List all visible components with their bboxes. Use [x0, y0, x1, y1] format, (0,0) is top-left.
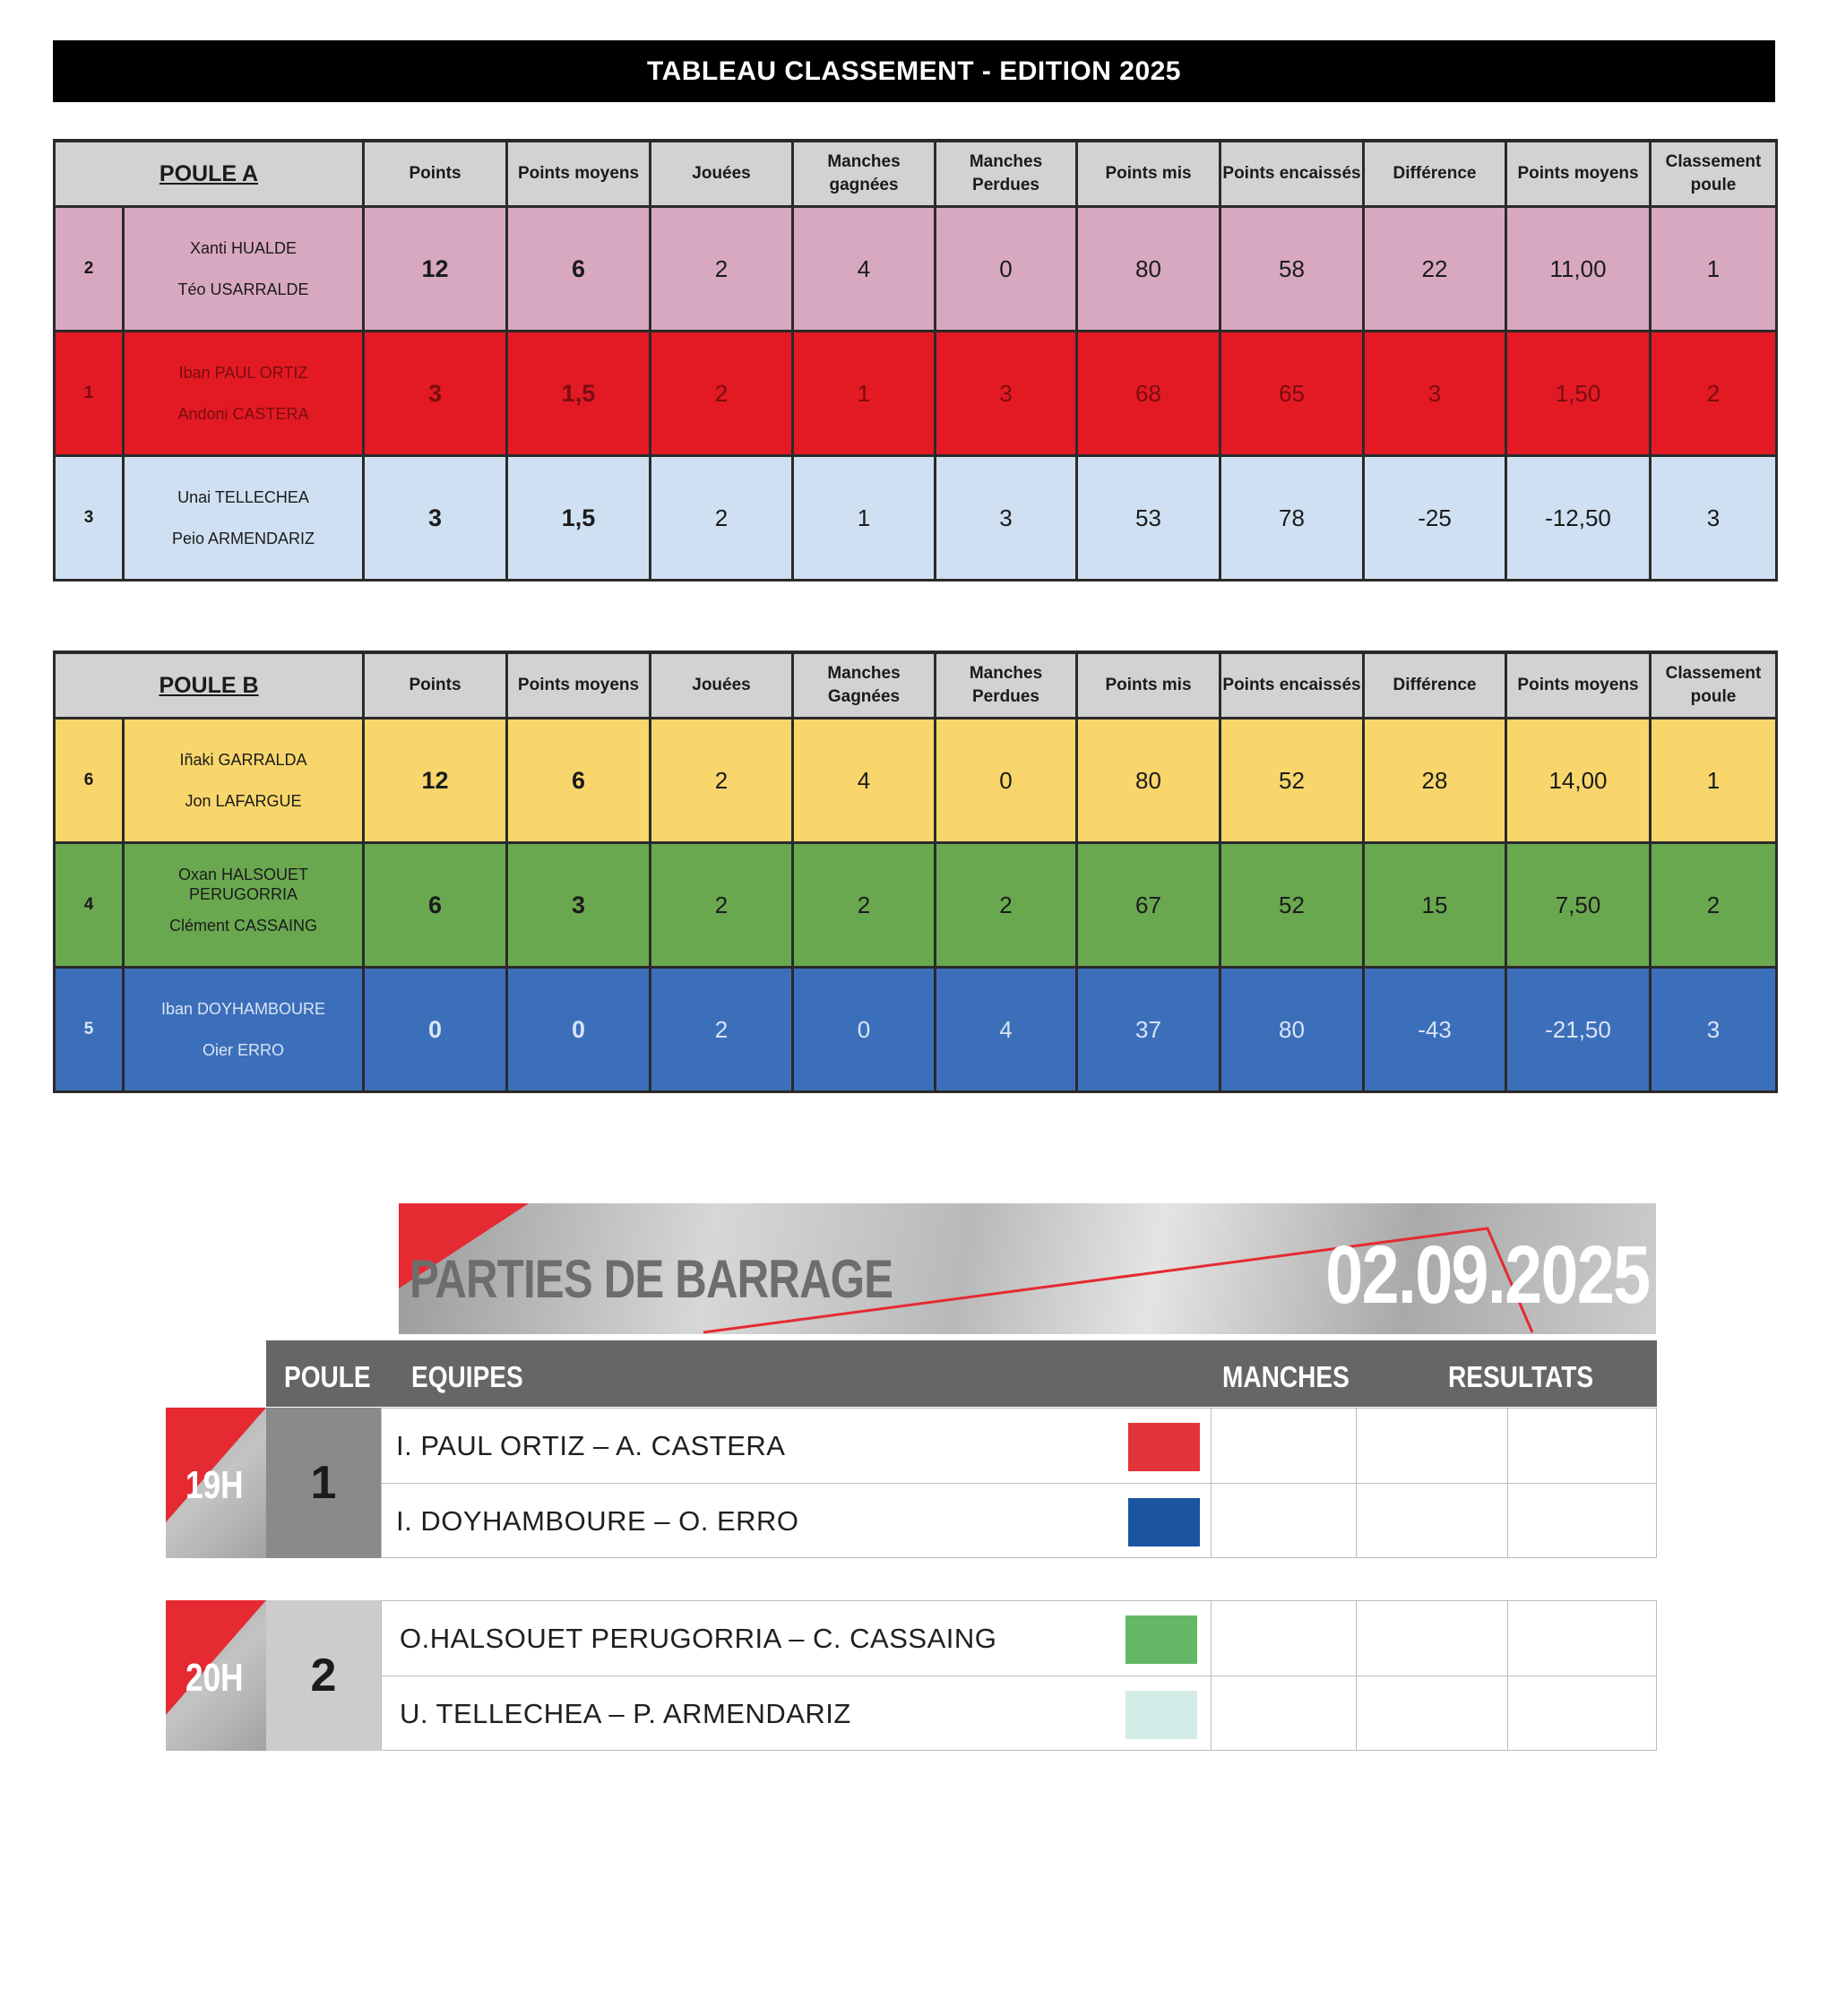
team-seed: 5: [55, 968, 124, 1092]
header-resultats: RESULTATS: [1448, 1360, 1594, 1393]
stat-points: 3: [364, 456, 507, 581]
player-name: Iban PAUL ORTIZ: [178, 364, 308, 382]
player-name: Iñaki GARRALDA: [179, 751, 307, 769]
stat-difference: 15: [1364, 843, 1506, 968]
col-header: Manches Perdues: [936, 652, 1077, 719]
team-name: O.HALSOUET PERUGORRIA – C. CASSAING: [400, 1623, 997, 1654]
stat-points: 3: [364, 332, 507, 456]
stat-classement: 3: [1651, 968, 1777, 1092]
col-header: Différence: [1364, 652, 1506, 719]
stat-jouees: 2: [651, 456, 793, 581]
stat-points-moyens-2: 14,00: [1506, 719, 1651, 843]
team-seed: 1: [55, 332, 124, 456]
barrage-header: [266, 1340, 1657, 1407]
stat-difference: 22: [1364, 207, 1506, 332]
player-name: Unai TELLECHEA: [177, 488, 309, 506]
match-teams: [381, 1600, 1657, 1751]
col-header: Points moyens: [1506, 141, 1651, 207]
col-header: Jouées: [651, 652, 793, 719]
stat-classement: 1: [1651, 207, 1777, 332]
stat-manches-perdues: 0: [936, 719, 1077, 843]
stat-manches-gagnees: 4: [793, 719, 936, 843]
col-divider: [1356, 1601, 1357, 1750]
col-divider: [1211, 1601, 1212, 1750]
stat-manches-perdues: 2: [936, 843, 1077, 968]
match-poule: 2: [266, 1600, 381, 1751]
col-header: Manches Gagnées: [793, 652, 936, 719]
table-row: [55, 719, 1777, 843]
col-header: Jouées: [651, 141, 793, 207]
pool-name: POULE B: [55, 652, 364, 719]
team-seed: 2: [55, 207, 124, 332]
col-header: Points moyens: [507, 141, 651, 207]
stat-manches-gagnees: 0: [793, 968, 936, 1092]
stat-points: 12: [364, 207, 507, 332]
stat-classement: 1: [1651, 719, 1777, 843]
match-block: [166, 1408, 1657, 1558]
team-seed: 4: [55, 843, 124, 968]
match-teams: [381, 1408, 1657, 1558]
col-header: Manches gagnées: [793, 141, 936, 207]
stat-manches-gagnees: 4: [793, 207, 936, 332]
stat-manches-perdues: 4: [936, 968, 1077, 1092]
stat-classement: 2: [1651, 332, 1777, 456]
col-header: Points moyens: [1506, 652, 1651, 719]
stat-manches-gagnees: 1: [793, 332, 936, 456]
stat-points: 6: [364, 843, 507, 968]
col-header: Manches Perdues: [936, 141, 1077, 207]
col-divider: [1507, 1601, 1508, 1750]
stat-points-encaisses: 65: [1220, 332, 1364, 456]
team-players: [124, 456, 364, 581]
team-players: [124, 719, 364, 843]
col-divider: [1356, 1409, 1357, 1557]
table-row: [55, 207, 1777, 332]
stat-jouees: 2: [651, 207, 793, 332]
player-name: Andoni CASTERA: [177, 405, 309, 423]
player-name: Téo USARRALDE: [177, 280, 309, 298]
match-time-cell: [166, 1600, 266, 1751]
header-poule: POULE: [284, 1360, 371, 1393]
pool-header-row: [55, 652, 1777, 719]
stat-points-mis: 53: [1077, 456, 1220, 581]
team-name: I. DOYHAMBOURE – O. ERRO: [396, 1505, 799, 1537]
pool-name: POULE A: [55, 141, 364, 207]
stat-manches-perdues: 3: [936, 332, 1077, 456]
col-divider: [1211, 1409, 1212, 1557]
team-seed: 3: [55, 456, 124, 581]
player-name: Peio ARMENDARIZ: [171, 530, 315, 547]
stat-difference: 28: [1364, 719, 1506, 843]
team-players: [124, 332, 364, 456]
team-name: U. TELLECHEA – P. ARMENDARIZ: [400, 1698, 851, 1729]
stat-classement: 3: [1651, 456, 1777, 581]
col-divider: [1507, 1409, 1508, 1557]
barrage-date: 02.09.2025: [1324, 1229, 1649, 1321]
stat-points-mis: 37: [1077, 968, 1220, 1092]
col-header: Points: [364, 141, 507, 207]
stat-points: 0: [364, 968, 507, 1092]
stat-manches-gagnees: 1: [793, 456, 936, 581]
pool-b-table: [53, 650, 1778, 1093]
stat-points-moyens: 3: [507, 843, 651, 968]
col-header: Points mis: [1077, 141, 1220, 207]
stat-points-encaisses: 52: [1220, 843, 1364, 968]
team-players: [124, 968, 364, 1092]
team-color-swatch: [1125, 1691, 1197, 1739]
team-row: [382, 1409, 1656, 1483]
stat-jouees: 2: [651, 968, 793, 1092]
table-row: [55, 968, 1777, 1092]
stat-points-moyens: 6: [507, 719, 651, 843]
barrage-title: PARTIES DE BARRAGE: [410, 1249, 893, 1309]
stat-points-moyens: 6: [507, 207, 651, 332]
stat-jouees: 2: [651, 719, 793, 843]
page-title: TABLEAU CLASSEMENT - EDITION 2025: [53, 40, 1775, 102]
stat-difference: -25: [1364, 456, 1506, 581]
stat-points-encaisses: 58: [1220, 207, 1364, 332]
table-row: [55, 332, 1777, 456]
stat-points-moyens: 1,5: [507, 332, 651, 456]
stat-jouees: 2: [651, 332, 793, 456]
player-name: Xanti HUALDE: [189, 239, 298, 257]
team-color-swatch: [1125, 1615, 1197, 1664]
pool-header-row: [55, 141, 1777, 207]
col-header: Points encaissés: [1220, 652, 1364, 719]
stat-points-encaisses: 78: [1220, 456, 1364, 581]
match-time: 20H: [185, 1656, 244, 1700]
col-header: Classement poule: [1651, 652, 1777, 719]
table-row: [55, 843, 1777, 968]
pool-a-table: [53, 139, 1778, 582]
stat-points-moyens-2: -21,50: [1506, 968, 1651, 1092]
table-row: [55, 456, 1777, 581]
stat-points-moyens-2: 7,50: [1506, 843, 1651, 968]
match-poule: 1: [266, 1408, 381, 1558]
team-players: [124, 207, 364, 332]
col-header: Points: [364, 652, 507, 719]
stat-points-moyens: 0: [507, 968, 651, 1092]
col-header: Points encaissés: [1220, 141, 1364, 207]
header-manches: MANCHES: [1222, 1360, 1350, 1393]
team-row: [382, 1601, 1656, 1676]
stat-classement: 2: [1651, 843, 1777, 968]
stat-points-moyens-2: -12,50: [1506, 456, 1651, 581]
barrage-banner: [399, 1203, 1656, 1334]
stat-points-moyens-2: 1,50: [1506, 332, 1651, 456]
stat-points-mis: 80: [1077, 719, 1220, 843]
header-equipes: EQUIPES: [411, 1360, 523, 1393]
stat-points-encaisses: 52: [1220, 719, 1364, 843]
stat-manches-perdues: 0: [936, 207, 1077, 332]
stat-points: 12: [364, 719, 507, 843]
team-name: I. PAUL ORTIZ – A. CASTERA: [396, 1430, 786, 1461]
team-row: [382, 1483, 1656, 1558]
stat-manches-gagnees: 2: [793, 843, 936, 968]
stat-points-mis: 80: [1077, 207, 1220, 332]
team-color-swatch: [1128, 1498, 1200, 1546]
stat-points-encaisses: 80: [1220, 968, 1364, 1092]
team-seed: 6: [55, 719, 124, 843]
team-players: [124, 843, 364, 968]
stat-points-mis: 68: [1077, 332, 1220, 456]
stat-jouees: 2: [651, 843, 793, 968]
player-name: Jon LAFARGUE: [185, 792, 302, 810]
col-header: Points moyens: [507, 652, 651, 719]
stat-points-moyens: 1,5: [507, 456, 651, 581]
stat-points-moyens-2: 11,00: [1506, 207, 1651, 332]
col-header: Différence: [1364, 141, 1506, 207]
col-header: Points mis: [1077, 652, 1220, 719]
stat-difference: 3: [1364, 332, 1506, 456]
player-name: Clément CASSAING: [168, 917, 318, 935]
match-block: [166, 1600, 1657, 1751]
col-header: Classement poule: [1651, 141, 1777, 207]
match-time-cell: [166, 1408, 266, 1558]
team-color-swatch: [1128, 1423, 1200, 1471]
match-time: 19H: [185, 1463, 244, 1507]
stat-manches-perdues: 3: [936, 456, 1077, 581]
player-name: Oxan HALSOUET PERUGORRIA: [177, 866, 309, 903]
stat-points-mis: 67: [1077, 843, 1220, 968]
player-name: Iban DOYHAMBOURE: [160, 1000, 326, 1018]
team-row: [382, 1676, 1656, 1751]
stat-difference: -43: [1364, 968, 1506, 1092]
player-name: Oier ERRO: [202, 1041, 284, 1059]
